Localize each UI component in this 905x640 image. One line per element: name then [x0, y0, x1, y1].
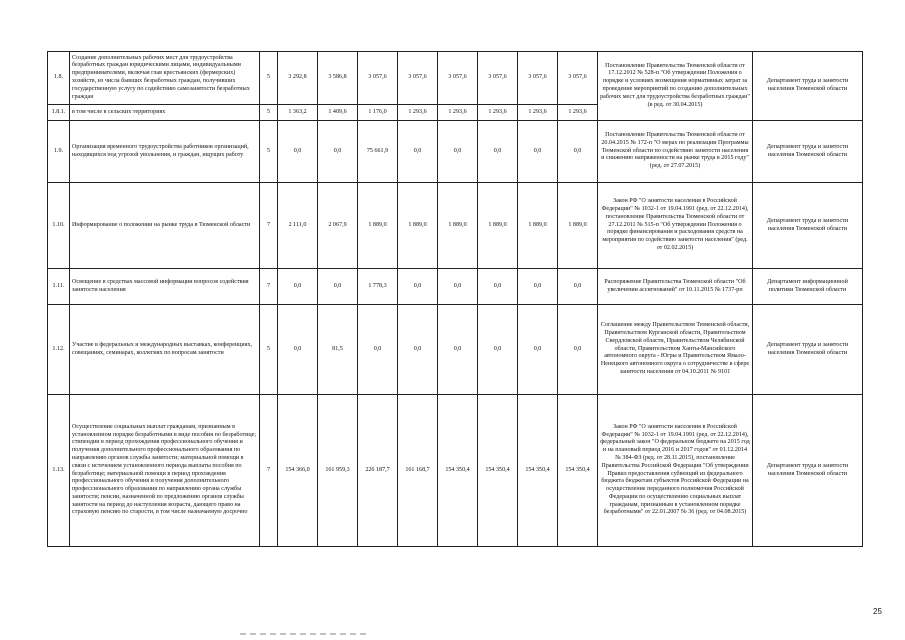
value-cell: 0,0 — [358, 305, 398, 395]
value-cell: 1 293,6 — [478, 105, 518, 121]
value-cell: 154 366,0 — [278, 395, 318, 547]
value-cell: 0,0 — [318, 269, 358, 305]
value-cell: 1 889,0 — [438, 183, 478, 269]
activity-name: Освещение в средствах массовой информации вопросов содействия занятости населения — [70, 269, 260, 305]
value-cell: 0,0 — [278, 305, 318, 395]
value-cell: 0,0 — [438, 305, 478, 395]
value-cell: 0,0 — [398, 121, 438, 183]
table-row — [48, 121, 863, 183]
value-cell: 1 363,2 — [278, 105, 318, 121]
value-cell: 1 889,0 — [358, 183, 398, 269]
row-code: 5 — [260, 105, 278, 121]
value-cell: 0,0 — [478, 269, 518, 305]
value-cell: 1 778,3 — [358, 269, 398, 305]
value-cell: 1 889,0 — [518, 183, 558, 269]
table-row — [48, 52, 863, 105]
value-cell: 154 350,4 — [518, 395, 558, 547]
page-number: 25 — [873, 607, 882, 616]
program-activities-table — [47, 51, 863, 547]
value-cell: 1 293,6 — [398, 105, 438, 121]
value-cell: 161 959,3 — [318, 395, 358, 547]
value-cell: 2 067,9 — [318, 183, 358, 269]
table-row — [48, 305, 863, 395]
row-code: 5 — [260, 121, 278, 183]
legal-basis: Закон РФ "О занятости населения в Российской Федерации" № 1032-1 от 19.04.1991 (ред. от 22.12.2014), постановление Правительства Тюменской области от 27.12.2011 № 515-п "Об утверждении Положения о порядке финансирования и расходования средств на мероприятия по содействию занятости населения" (ред. от 02.02.2015) — [598, 183, 753, 269]
table-row — [48, 395, 863, 547]
value-cell: 3 057,6 — [518, 52, 558, 105]
value-cell: 1 293,6 — [518, 105, 558, 121]
value-cell: 154 350,4 — [478, 395, 518, 547]
value-cell: 154 350,4 — [438, 395, 478, 547]
value-cell: 1 409,6 — [318, 105, 358, 121]
activity-name: в том числе в сельских территориях — [70, 105, 260, 121]
row-code: 7 — [260, 395, 278, 547]
activity-name: Создание дополнительных рабочих мест для трудоустройства безработных граждан юридическими лицами, индивидуальными предпринимателями, включая глав крестьянских (фермерских) хозяйств, из числа бывших безработных граждан, получивших государственную услугу по содействию самозанятости безработных граждан — [70, 52, 260, 105]
legal-basis: Соглашение между Правительством Тюменской области, Правительством Курганской области, Правительством Свердловской области, Правительством Челябинской области, Правительством Ханты-Мансийского автономного округа - Югры и Правительством Ямало-Ненецкого автономного округа о сотрудничестве в сфере занятости населения от 04.10.2011 № 9101 — [598, 305, 753, 395]
value-cell: 3 057,6 — [558, 52, 598, 105]
value-cell: 1 293,6 — [558, 105, 598, 121]
value-cell: 0,0 — [518, 269, 558, 305]
row-code: 5 — [260, 52, 278, 105]
row-number: 1.10. — [48, 183, 70, 269]
table-row — [48, 269, 863, 305]
table-row — [48, 183, 863, 269]
legal-basis: Постановление Правительства Тюменской области от 17.12.2012 № 528-п "Об утверждении Положения о порядке и условиях возмещения нормативных затрат за проведение мероприятий по созданию дополнительных рабочих мест для трудоустройства безработных граждан" (в ред. от 30.04.2015) — [598, 52, 753, 121]
value-cell: 0,0 — [398, 269, 438, 305]
value-cell: 1 293,6 — [438, 105, 478, 121]
value-cell: 1 176,0 — [358, 105, 398, 121]
value-cell: 0,0 — [398, 305, 438, 395]
responsible-department: Департамент труда и занятости населения Тюменской области — [753, 395, 863, 547]
responsible-department: Департамент информационной политики Тюменской области — [753, 269, 863, 305]
value-cell: 3 057,6 — [478, 52, 518, 105]
row-code: 7 — [260, 183, 278, 269]
value-cell: 75 661,9 — [358, 121, 398, 183]
value-cell: 0,0 — [478, 305, 518, 395]
value-cell: 154 350,4 — [558, 395, 598, 547]
responsible-department: Департамент труда и занятости населения Тюменской области — [753, 121, 863, 183]
value-cell: 0,0 — [318, 121, 358, 183]
responsible-department: Департамент труда и занятости населения Тюменской области — [753, 183, 863, 269]
legal-basis: Постановление Правительства Тюменской области от 20.04.2015 № 172-п "О мерах по реализации Программы Тюменской области по содействию занятости населения и снижению напряженности на рынке труда в 2015 году" (ред. от 27.07.2015) — [598, 121, 753, 183]
value-cell: 2 111,0 — [278, 183, 318, 269]
value-cell: 0,0 — [278, 269, 318, 305]
value-cell: 3 057,6 — [438, 52, 478, 105]
value-cell: 0,0 — [278, 121, 318, 183]
row-code: 5 — [260, 305, 278, 395]
value-cell: 0,0 — [518, 305, 558, 395]
responsible-department: Департамент труда и занятости населения Тюменской области — [753, 52, 863, 121]
activity-name: Организация временного трудоустройства работников организаций, находящихся под угрозой увольнения, и граждан, ищущих работу — [70, 121, 260, 183]
row-number: 1.8. — [48, 52, 70, 105]
activity-name: Информирование о положении на рынке труда в Тюменской области — [70, 183, 260, 269]
activity-name: Осуществление социальных выплат гражданам, признанным в установленном порядке безработными в виде пособия по безработице; стипендии в период прохождения профессионального обучения и получения дополнительного профессионального образования по направлению органов службы занятости; материальной помощи в связи с истечением установленного периода выплаты пособия по безработице; материальной помощи в период прохождения профессионального обучения и получения дополнительного профессионального образования по направлению органа службы занятости; пенсии, назначенной по предложению органов службы занятости на период до наступления возраста, дающего право на страховую пенсию по старости, в том числе назначаемую досрочно — [70, 395, 260, 547]
row-number: 1.9. — [48, 121, 70, 183]
row-number: 1.8.1. — [48, 105, 70, 121]
value-cell: 0,0 — [558, 269, 598, 305]
value-cell: 226 187,7 — [358, 395, 398, 547]
value-cell: 1 889,0 — [478, 183, 518, 269]
legal-basis: Закон РФ "О занятости населения в Российской Федерации" № 1032-1 от 19.04.1991 (ред. от 22.12.2014), федеральный закон "О федеральном бюджете на 2015 год и на плановый период 2016 и 2017 годов" от 01.12.2014 № 384-ФЗ (ред. от 28.11.2015), постановление Правительства Российской Федерации "Об утверждении Правил предоставления субвенций из федерального бюджета бюджетам субъектов Российской Федерации на осуществление переданного полномочия Российской Федерации по осуществлению социальных выплат гражданам, признанным в установленном порядке безработными" от 22.01.2007 № 36 (ред. от 04.08.2015) — [598, 395, 753, 547]
row-code: 7 — [260, 269, 278, 305]
value-cell: 81,5 — [318, 305, 358, 395]
activity-name: Участие в федеральных и международных выставках, конференциях, совещаниях, семинарах, коллегиях по вопросам занятости — [70, 305, 260, 395]
row-number: 1.13. — [48, 395, 70, 547]
value-cell: 0,0 — [558, 121, 598, 183]
value-cell: 0,0 — [438, 269, 478, 305]
value-cell: 3 057,6 — [398, 52, 438, 105]
value-cell: 1 889,0 — [398, 183, 438, 269]
value-cell: 3 057,6 — [358, 52, 398, 105]
value-cell: 1 889,0 — [558, 183, 598, 269]
row-number: 1.11. — [48, 269, 70, 305]
value-cell: 161 168,7 — [398, 395, 438, 547]
legal-basis: Распоряжение Правительства Тюменской области "Об увеличении ассигнований" от 10.11.2015 № 1737-рп — [598, 269, 753, 305]
value-cell: 0,0 — [558, 305, 598, 395]
value-cell: 3 586,8 — [318, 52, 358, 105]
value-cell: 0,0 — [478, 121, 518, 183]
row-number: 1.12. — [48, 305, 70, 395]
value-cell: 0,0 — [438, 121, 478, 183]
responsible-department: Департамент труда и занятости населения Тюменской области — [753, 305, 863, 395]
value-cell: 0,0 — [518, 121, 558, 183]
value-cell: 3 292,8 — [278, 52, 318, 105]
scan-artifact — [240, 633, 370, 635]
